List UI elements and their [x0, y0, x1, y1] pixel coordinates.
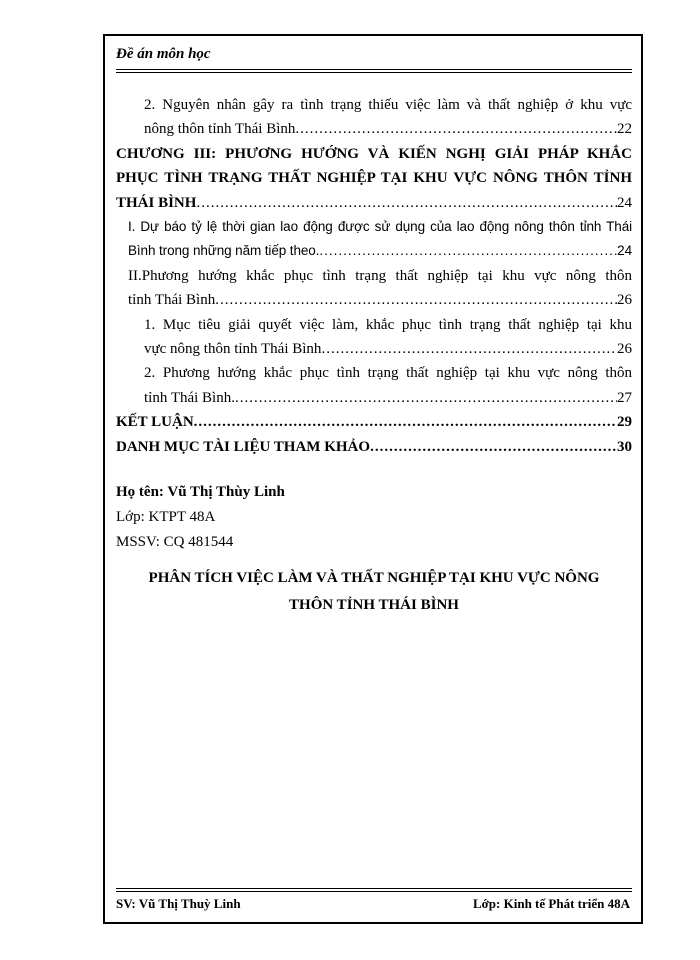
- toc-entry-lastline: [128, 288, 632, 312]
- toc-entry-text: II.Phương hướng khắc phục tình trạng thất nghiệp tại khu vực nông thôn: [128, 267, 632, 284]
- toc-page-number: 27: [617, 389, 632, 406]
- student-info: [116, 480, 285, 555]
- toc-entry-lastline: [116, 435, 632, 459]
- toc-entry-text: tỉnh Thái Bình: [128, 292, 216, 309]
- student-class: Lớp: KTPT 48A: [116, 509, 216, 525]
- table-of-contents: [116, 93, 632, 459]
- toc-entry-text: I. Dự báo tỷ lệ thời gian lao động được sử dụng của lao động nông thôn tỉnh Thái: [128, 219, 632, 235]
- student-id: MSSV: CQ 481544: [116, 534, 234, 550]
- toc-entry-lastline: [128, 239, 632, 263]
- toc-leader-dots: [235, 386, 617, 410]
- toc-leader-dots: [196, 191, 617, 215]
- toc-page-number: 26: [617, 341, 632, 358]
- toc-leader-dots: [370, 435, 617, 459]
- toc-entry-text: tỉnh Thái Bình.: [144, 389, 235, 406]
- toc-entry-II-direction[interactable]: [128, 264, 632, 313]
- header-title: Đề án môn học: [116, 46, 211, 62]
- footer-rule-secondary: [116, 891, 632, 892]
- toc-entry-references[interactable]: [116, 435, 632, 459]
- toc-entry-2-causes[interactable]: [144, 93, 632, 142]
- toc-entry-text: Bình trong những năm tiếp theo.: [128, 243, 320, 259]
- header-rule-secondary: [116, 72, 632, 73]
- document-title: [116, 565, 632, 619]
- toc-leader-dots: [319, 239, 617, 263]
- toc-entry-chapter-3[interactable]: [116, 142, 632, 215]
- toc-entry-2-direction[interactable]: [144, 361, 632, 410]
- toc-entry-text: nông thôn tỉnh Thái Bình: [144, 121, 296, 138]
- toc-entry-lastline: [116, 191, 632, 215]
- document-title-line: THÔN TỈNH THÁI BÌNH: [289, 597, 459, 613]
- toc-entry-text: DANH MỤC TÀI LIỆU THAM KHẢO: [116, 438, 371, 455]
- toc-leader-dots: [194, 410, 617, 434]
- toc-entry-text: KẾT LUẬN: [116, 414, 194, 431]
- toc-entry-conclusion[interactable]: [116, 410, 632, 434]
- toc-entry-text: PHỤC TÌNH TRẠNG THẤT NGHIỆP TẠI KHU VỰC NÔNG THÔN TỈNH: [116, 170, 632, 187]
- toc-entry-text: 1. Mục tiêu giải quyết việc làm, khắc phục tình trạng thất nghiệp tại khu: [144, 316, 632, 333]
- toc-page-number: 26: [617, 292, 632, 309]
- toc-entry-I-forecast[interactable]: [128, 215, 632, 264]
- toc-entry-lastline: [144, 117, 632, 141]
- student-name: Họ tên: Vũ Thị Thùy Linh: [116, 484, 285, 500]
- document-title-line: PHÂN TÍCH VIỆC LÀM VÀ THẤT NGHIỆP TẠI KHU VỰC NÔNG: [148, 570, 600, 586]
- footer-student: SV: Vũ Thị Thuỳ Linh: [116, 896, 241, 911]
- toc-page-number: 30: [617, 438, 632, 455]
- toc-entry-lastline: [144, 386, 632, 410]
- footer-class: Lớp: Kinh tế Phát triển 48A: [472, 896, 630, 911]
- toc-page-number: 22: [617, 121, 632, 138]
- toc-leader-dots: [215, 288, 617, 312]
- toc-leader-dots: [295, 117, 617, 141]
- toc-page-number: 24: [617, 243, 632, 259]
- toc-entry-text: CHƯƠNG III: PHƯƠNG HƯỚNG VÀ KIẾN NGHỊ GIẢI PHÁP KHẮC: [116, 145, 632, 162]
- toc-entry-text: 2. Phương hướng khắc phục tình trạng thất nghiệp tại khu vực nông thôn: [144, 365, 632, 382]
- header-rule: [116, 69, 632, 70]
- toc-page-number: 29: [617, 414, 632, 431]
- footer-rule: [116, 888, 632, 889]
- toc-entry-1-goals[interactable]: [144, 313, 632, 362]
- toc-entry-text: vực nông thôn tỉnh Thái Bình: [144, 341, 322, 358]
- toc-entry-text: THÁI BÌNH: [116, 194, 197, 211]
- toc-entry-lastline: [116, 410, 632, 434]
- toc-leader-dots: [321, 337, 617, 361]
- toc-page-number: 24: [617, 194, 632, 211]
- toc-entry-lastline: [144, 337, 632, 361]
- toc-entry-text: 2. Nguyên nhân gây ra tình trạng thiếu việc làm và thất nghiệp ở khu vực: [144, 97, 632, 113]
